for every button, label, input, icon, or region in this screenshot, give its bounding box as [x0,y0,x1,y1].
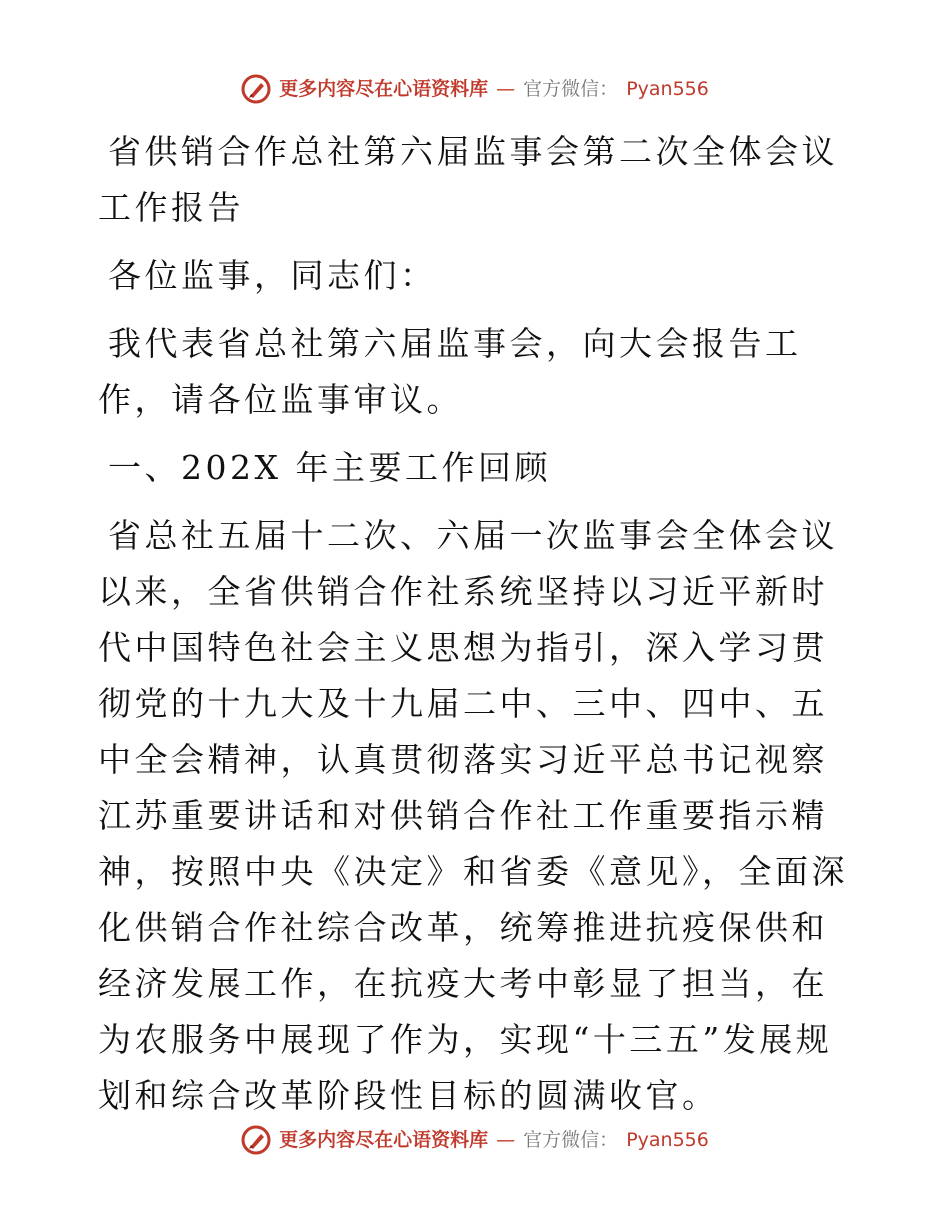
intro-paragraph: 我代表省总社第六届监事会，向大会报告工作，请各位监事审议。 [98,324,802,419]
watermark-dash: — [496,78,516,100]
watermark-site-text: 更多内容尽在心语资料库 [279,1129,489,1151]
header-watermark [0,74,950,104]
watermark-account: Pyan556 [626,78,709,100]
watermark-label: 官方微信： [523,78,619,100]
watermark-label: 官方微信： [523,1129,619,1151]
watermark-site-text: 更多内容尽在心语资料库 [279,78,489,100]
footer-watermark [0,1125,950,1155]
document-title: 省供销合作总社第六届监事会第二次全体会议工作报告 [98,132,838,227]
document-body [98,124,858,1124]
section-heading: 一、202X 年主要工作回顾 [108,448,551,487]
pen-logo-icon [241,74,271,104]
salutation: 各位监事，同志们： [108,256,437,295]
pen-logo-icon [241,1125,271,1155]
watermark-account: Pyan556 [626,1129,709,1151]
body-paragraph: 省总社五届十二次、六届一次监事会全体会议以来，全省供销合作社系统坚持以习近平新时代中国特色社会主义思想为指引，深入学习贯彻党的十九大及十九届二中、三中、四中、五中全会精神，认真贯彻落实习近平总书记视察江苏重要讲话和对供销合作社工作重要指示精神，按照中央《决定》和省委《意见》，全面深化供销合作社综合改革，统筹推进抗疫保供和经济发展工作，在抗疫大考中彰显了担当，在为农服务中展现了作为，实现“十三五”发展规划和综合改革阶段性目标的圆满收官。 [98,516,848,1115]
watermark-dash: — [496,1129,516,1151]
